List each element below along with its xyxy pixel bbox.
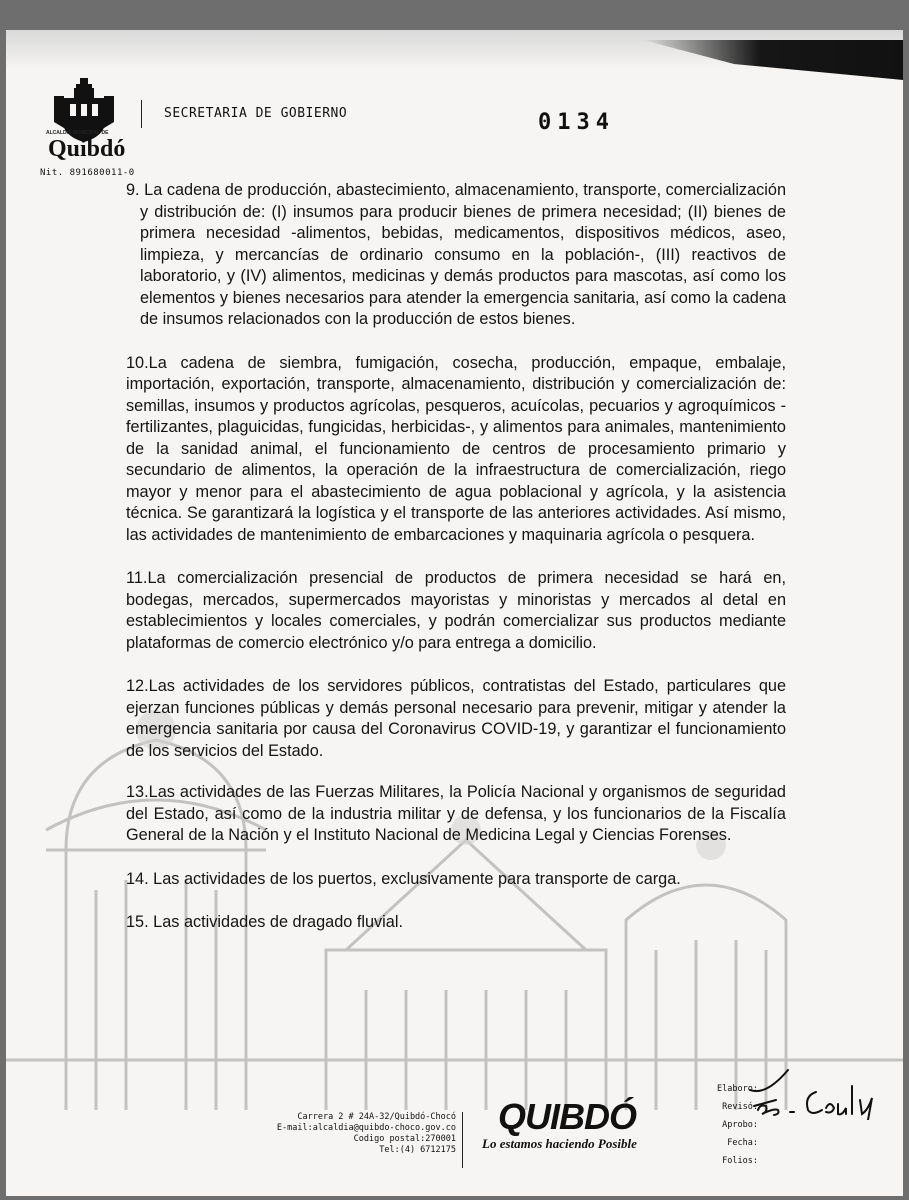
item-number: 13. [126,783,149,801]
logo-caption: ALCALDÍA MUNICIPAL DE [46,130,109,136]
document-header [6,30,903,200]
item-text: La comercialización presencial de productos de primera necesidad se hará en, bodegas, mercados, supermercados mayoristas y minoristas y mercados al detal en establecimientos y locales comerciales, y podrán comercializar sus productos mediante plataformas de comercio electrónico y/o para entrega a domicilio. [126,569,786,652]
approval-label: Fecha: [727,1138,758,1148]
item-number: 10. [126,353,149,372]
brand-logo-text: QUIBDÓ [498,1096,636,1137]
footer-divider [462,1112,463,1168]
document-footer [6,1060,903,1196]
address-line: Carrera 2 # 24A-32/Quibdó-Chocó [297,1112,456,1122]
nit-number: Nit. 891680011-0 [40,168,135,178]
list-item [126,676,786,762]
handwritten-signature [746,1060,896,1120]
item-text: La cadena de producción, abastecimiento, almacenamiento, transporte, comercialización y distribución de: (I) insumos para producir bienes de primera necesidad; (II) bienes de primera necesidad -alimentos, bebidas, medicamentos, dispositivos médicos, aseo, limpieza, y mercancías de ordinario consumo en la población-, (III) reactivos de laboratorio, y (IV) alimentos, medicinas y demás productos para mascotas, así como los elementos y bienes necesarios para atender la emergencia sanitaria, así como la cadena de insumos relacionados con la producción de estos bienes. [140,181,786,328]
document-number: 0134 [538,110,615,135]
logo-name: Quibdó [48,136,126,162]
list-item [126,869,786,891]
item-text: Las actividades de los servidores públicos, contratistas del Estado, particulares que ejerzan funciones públicas y demás personal necesario para prevenir, mitigar y atender la emergencia sanitaria por causa del Coronavirus COVID-19, y garantizar el funcionamiento de los servicios del Estado. [126,677,786,760]
header-divider [141,100,142,128]
contact-address [226,1112,456,1156]
list-item [126,782,786,847]
list-item [126,912,786,934]
list-item [126,180,786,331]
item-text: Las actividades de las Fuerzas Militares, la Policía Nacional y organismos de seguridad del Estado, así como de la industria militar y de defensa, y los funcionarios de la Fiscalía General de la Nación y el Instituto Nacional de Medicina Legal y Ciencias Forenses. [126,783,786,844]
list-item [126,353,786,547]
phone-line: Tel:(4) 6712175 [379,1145,456,1155]
item-number: 12. [126,677,149,695]
approval-label: Elaboro: [717,1084,758,1094]
email-line: E-mail:alcaldia@quibdo-choco.gov.co [276,1123,456,1133]
brand-slogan: Lo estamos haciendo Posible [482,1136,637,1151]
item-number: 9. [126,181,140,199]
item-number: 11. [126,569,148,587]
item-number: 14. [126,869,149,888]
approval-label: Revisó: [722,1102,758,1112]
list-item [126,568,786,654]
document-body [126,180,786,956]
postal-code-line: Codigo postal:270001 [353,1134,456,1144]
document-page [6,30,903,1196]
item-number: 15. [126,913,149,931]
department-name: SECRETARIA DE GOBIERNO [164,106,348,121]
approval-label: Folios: [722,1156,758,1166]
item-text: Las actividades de dragado fluvial. [153,913,403,931]
approval-label: Aprobo: [722,1120,758,1130]
item-text: La cadena de siembra, fumigación, cosecha, producción, empaque, embalaje, importación, exportación, transporte, almacenamiento, distribución y comercialización de: semillas, insumos y productos agrícolas, pesqueros, acuícolas, pecuarios y agroquímicos -fertilizantes, plaguicidas, fungicidas, herbicidas-, y alimentos para animales, mantenimiento de la sanidad animal, el funcionamiento de centros de procesamiento primario y secundario de alimentos, la operación de la infraestructura de comercialización, riego mayor y menor para el abastecimiento de agua poblacional y agrícola, y la asistencia técnica. Se garantizará la logística y el transporte de las anteriores actividades. Así mismo, las actividades de mantenimiento de embarcaciones y maquinaria agrícola o pesquera. [126,353,786,544]
item-text: Las actividades de los puertos, exclusivamente para transporte de carga. [153,869,681,888]
